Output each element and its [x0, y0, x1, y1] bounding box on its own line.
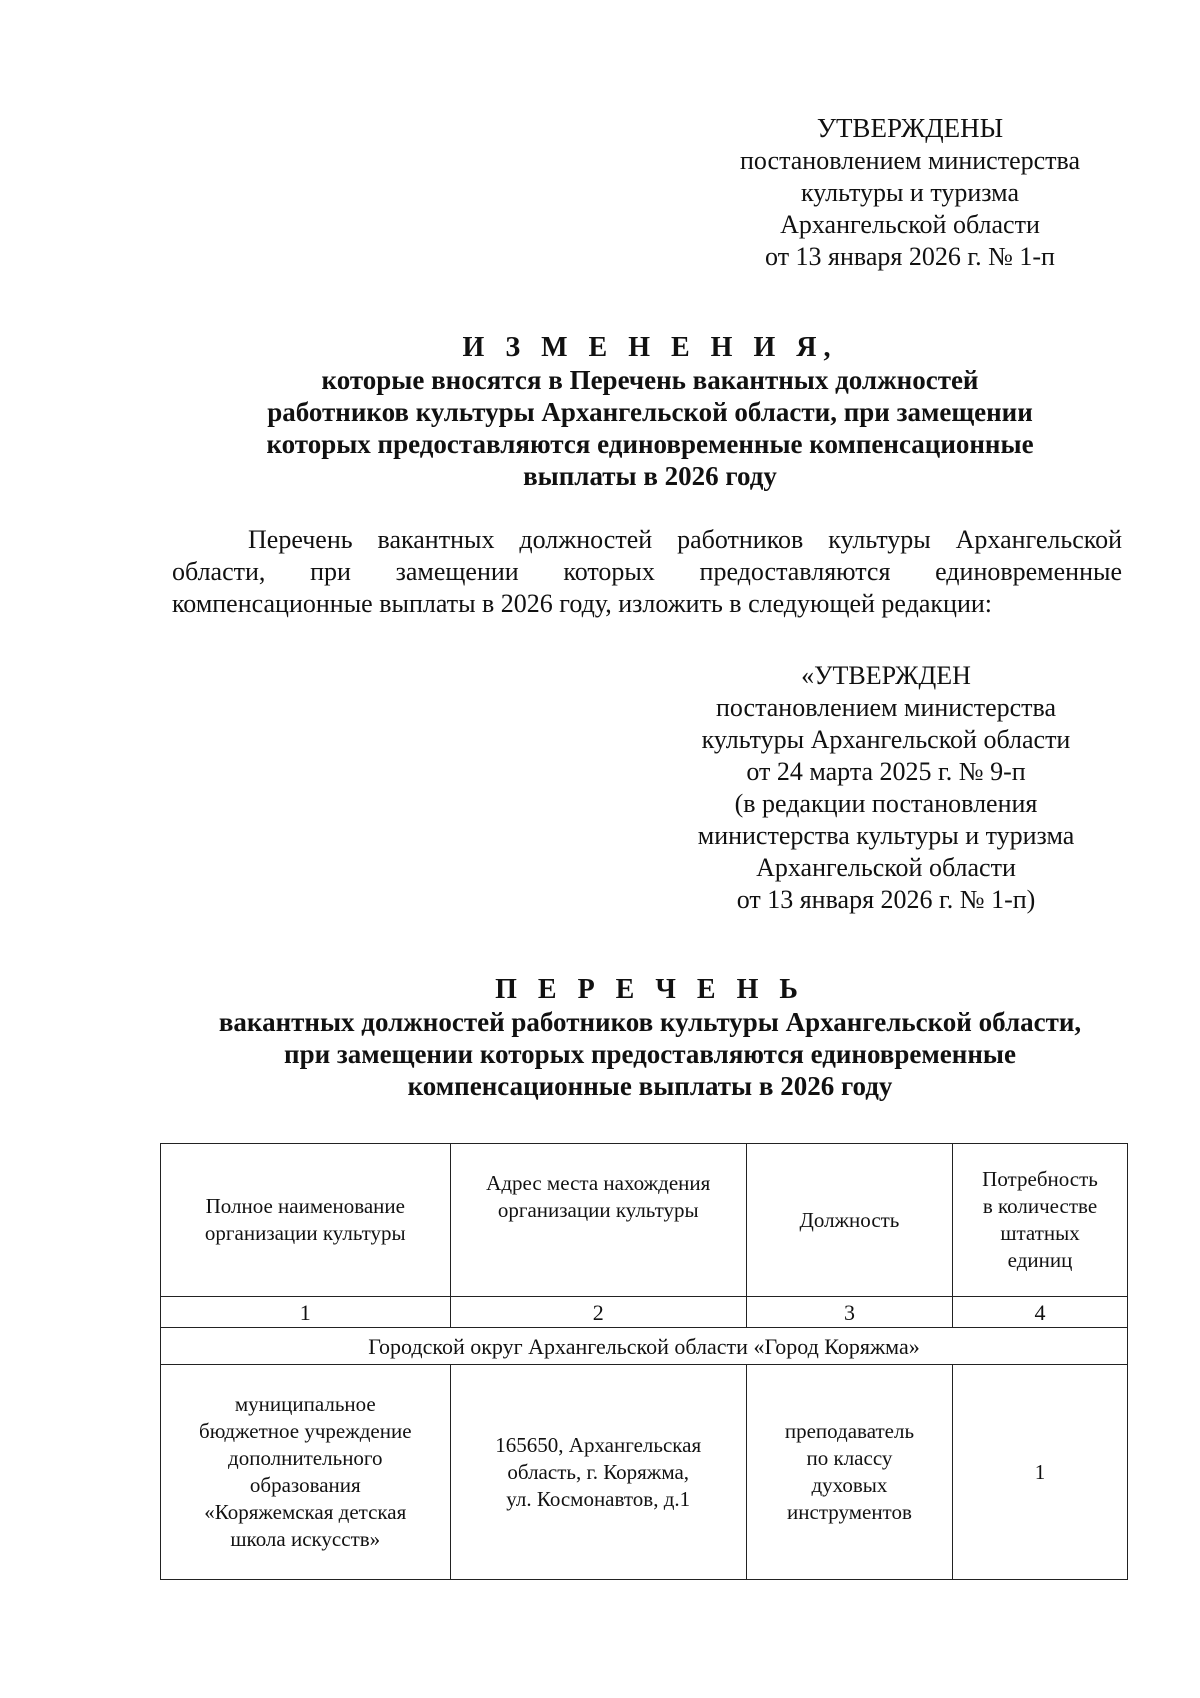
cell-count: 1	[953, 1365, 1128, 1580]
approval-line: постановлением министерства	[715, 693, 1057, 722]
header-position	[746, 1144, 952, 1297]
approval-line: от 24 марта 2025 г. № 9-п	[746, 757, 1026, 786]
intro-line: области, при замещении которых предоставляются единовременные	[172, 557, 1122, 586]
cell-line: образования	[249, 1473, 361, 1497]
cell-line: «Коряжемская детская	[204, 1500, 407, 1524]
cell-line: по классу	[806, 1446, 893, 1470]
header-line: единиц	[1007, 1248, 1073, 1272]
column-number: 4	[953, 1297, 1128, 1328]
region-row	[161, 1328, 1128, 1365]
header-line: штатных	[1000, 1221, 1080, 1245]
header-line: Адрес места нахождения	[486, 1171, 711, 1195]
changes-subtitle-line: которых предоставляются единовременные компенсационные	[266, 429, 1034, 459]
cell-line: инструментов	[787, 1500, 912, 1524]
cell-line: бюджетное учреждение	[199, 1419, 412, 1443]
cell-line: школа искусств»	[230, 1527, 381, 1551]
header-address	[450, 1144, 746, 1297]
changes-subtitle-line: выплаты в 2026 году	[523, 461, 777, 491]
header-line: Должность	[799, 1207, 900, 1232]
header-line: в количестве	[982, 1194, 1098, 1218]
cell-line: ул. Космонавтов, д.1	[506, 1486, 691, 1511]
header-line: Полное наименование	[205, 1194, 405, 1218]
approval-title: УТВЕРЖДЕНЫ	[816, 113, 1004, 143]
approval-stamp-inner	[676, 660, 1096, 916]
changes-subtitle-line: работников культуры Архангельской области, при замещении	[267, 397, 1033, 427]
approval-stamp-top	[700, 112, 1120, 273]
cell-line: 165650, Архангельская	[495, 1432, 702, 1457]
approval-line: культуры Архангельской области	[701, 725, 1071, 754]
intro-line: компенсационные выплаты в 2026 году, изложить в следующей редакции:	[172, 589, 992, 618]
list-subtitle-line: вакантных должностей работников культуры Архангельской области,	[218, 1007, 1082, 1037]
approval-line: от 13 января 2026 г. № 1-п)	[736, 885, 1036, 914]
approval-line: «УТВЕРЖДЕН	[801, 661, 971, 690]
cell-line: духовых	[811, 1473, 888, 1497]
cell-organization	[161, 1365, 451, 1580]
approval-line: (в редакции постановления	[734, 789, 1038, 818]
approval-line: культуры и туризма	[800, 178, 1020, 207]
header-line: организации культуры	[497, 1198, 699, 1222]
changes-title: И З М Е Н Е Н И Я,	[462, 332, 838, 363]
list-subtitle-line: компенсационные выплаты в 2026 году	[407, 1071, 893, 1101]
changes-heading	[170, 332, 1130, 492]
approval-line: Архангельской области	[756, 853, 1016, 882]
table-row	[161, 1365, 1128, 1580]
changes-subtitle-line: которые вносятся в Перечень вакантных должностей	[321, 365, 979, 395]
list-title: П Е Р Е Ч Е Н Ь	[495, 974, 805, 1005]
intro-line: Перечень вакантных должностей работников культуры Архангельской	[248, 525, 1122, 554]
cell-line: муниципальное	[234, 1392, 376, 1416]
column-number: 3	[746, 1297, 952, 1328]
cell-address	[450, 1365, 746, 1580]
column-number: 1	[161, 1297, 451, 1328]
header-line: организации культуры	[204, 1221, 406, 1245]
cell-line: преподаватель	[784, 1419, 915, 1443]
cell-line: дополнительного	[228, 1446, 383, 1470]
cell-line: область, г. Коряжма,	[507, 1459, 690, 1484]
approval-line: постановлением министерства	[739, 146, 1081, 175]
column-number: 2	[450, 1297, 746, 1328]
vacancy-table	[160, 1143, 1128, 1580]
header-organization	[161, 1144, 451, 1297]
column-number-row	[161, 1297, 1128, 1328]
approval-line: Архангельской области	[780, 210, 1040, 239]
header-line: Потребность	[982, 1167, 1098, 1191]
approval-line: от 13 января 2026 г. № 1-п	[765, 242, 1055, 271]
list-heading	[170, 974, 1130, 1102]
approval-line: министерства культуры и туризма	[697, 821, 1075, 850]
header-count	[953, 1144, 1128, 1297]
table-header-row	[161, 1144, 1128, 1297]
cell-position	[746, 1365, 952, 1580]
intro-paragraph	[172, 524, 1122, 620]
list-subtitle-line: при замещении которых предоставляются единовременные	[284, 1039, 1016, 1069]
region-name: Городской округ Архангельской области «Город Коряжма»	[161, 1328, 1128, 1365]
